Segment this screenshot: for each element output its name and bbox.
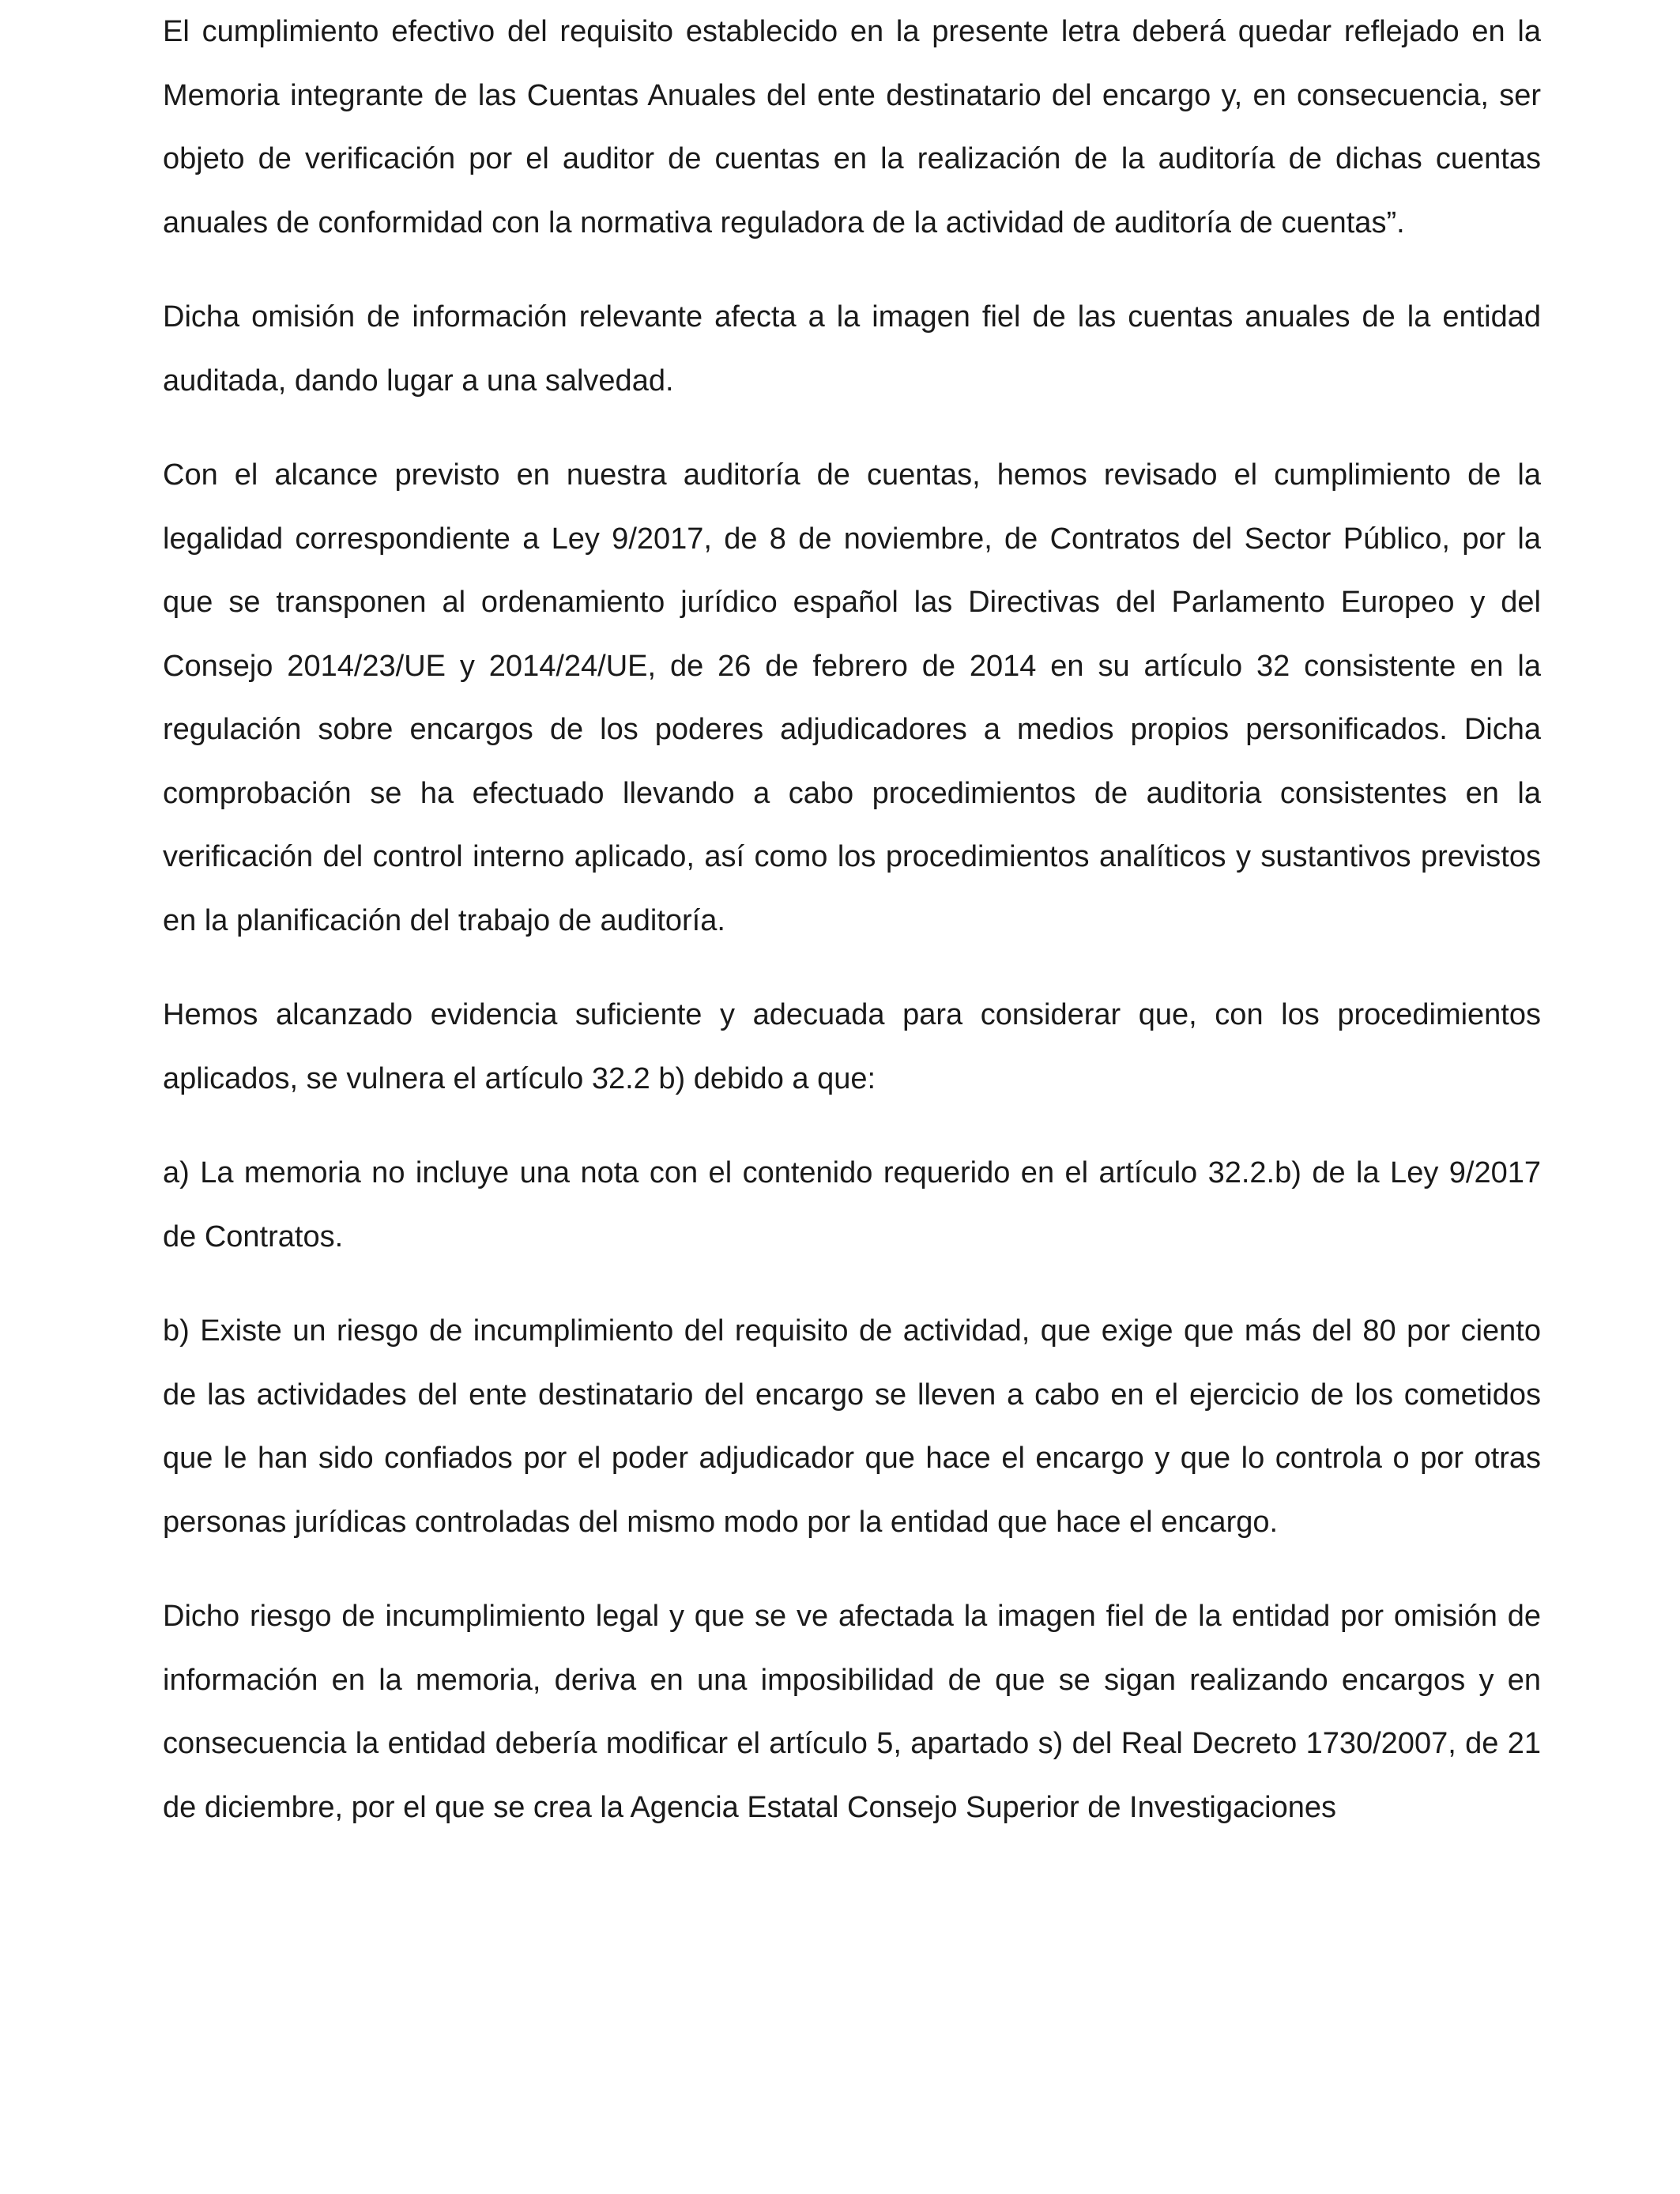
- paragraph-riesgo: Dicho riesgo de incumplimiento legal y que se ve afectada la imagen fiel de la entidad por omisión de información en la memoria, deriva en una imposibilidad de que se sigan realizando encargos y en consecuencia la entidad debería modificar el artículo 5, apartado s) del Real Decreto 1730/2007, de 21 de diciembre, por el que se crea la Agencia Estatal Consejo Superior de Investigaciones: [163, 1600, 1541, 1824]
- paragraph-evidencia: Hemos alcanzado evidencia suficiente y adecuada para considerar que, con los procedimientos aplicados, se vulnera el artículo 32.2 b) debido a que:: [163, 998, 1541, 1095]
- paragraph-requisito: El cumplimiento efectivo del requisito establecido en la presente letra deberá quedar reflejado en la Memoria integrante de las Cuentas Anuales del ente destinatario del encargo y, en consecuencia, ser objeto de verificación por el auditor de cuentas en la realización de la auditoría de dichas cuentas anuales de conformidad con la normativa reguladora de la actividad de auditoría de cuentas”.: [163, 15, 1541, 239]
- document-body: [163, 0, 1541, 1870]
- paragraph-item-a: a) La memoria no incluye una nota con el contenido requerido en el artículo 32.2.b) de la Ley 9/2017 de Contratos.: [163, 1156, 1541, 1253]
- paragraph-omision: Dicha omisión de información relevante afecta a la imagen fiel de las cuentas anuales de la entidad auditada, dando lugar a una salvedad.: [163, 300, 1541, 398]
- paragraph-item-b: b) Existe un riesgo de incumplimiento del requisito de actividad, que exige que más del 80 por ciento de las actividades del ente destinatario del encargo se lleven a cabo en el ejercicio de los cometidos que le han sido confiados por el poder adjudicador que hace el encargo y que lo controla o por otras personas jurídicas controladas del mismo modo por la entidad que hace el encargo.: [163, 1314, 1541, 1539]
- paragraph-alcance: Con el alcance previsto en nuestra auditoría de cuentas, hemos revisado el cumplimiento de la legalidad correspondiente a Ley 9/2017, de 8 de noviembre, de Contratos del Sector Público, por la que se transponen al ordenamiento jurídico español las Directivas del Parlamento Europeo y del Consejo 2014/23/UE y 2014/24/UE, de 26 de febrero de 2014 en su artículo 32 consistente en la regulación sobre encargos de los poderes adjudicadores a medios propios personificados. Dicha comprobación se ha efectuado llevando a cabo procedimientos de auditoria consistentes en la verificación del control interno aplicado, así como los procedimientos analíticos y sustantivos previstos en la planificación del trabajo de auditoría.: [163, 458, 1541, 937]
